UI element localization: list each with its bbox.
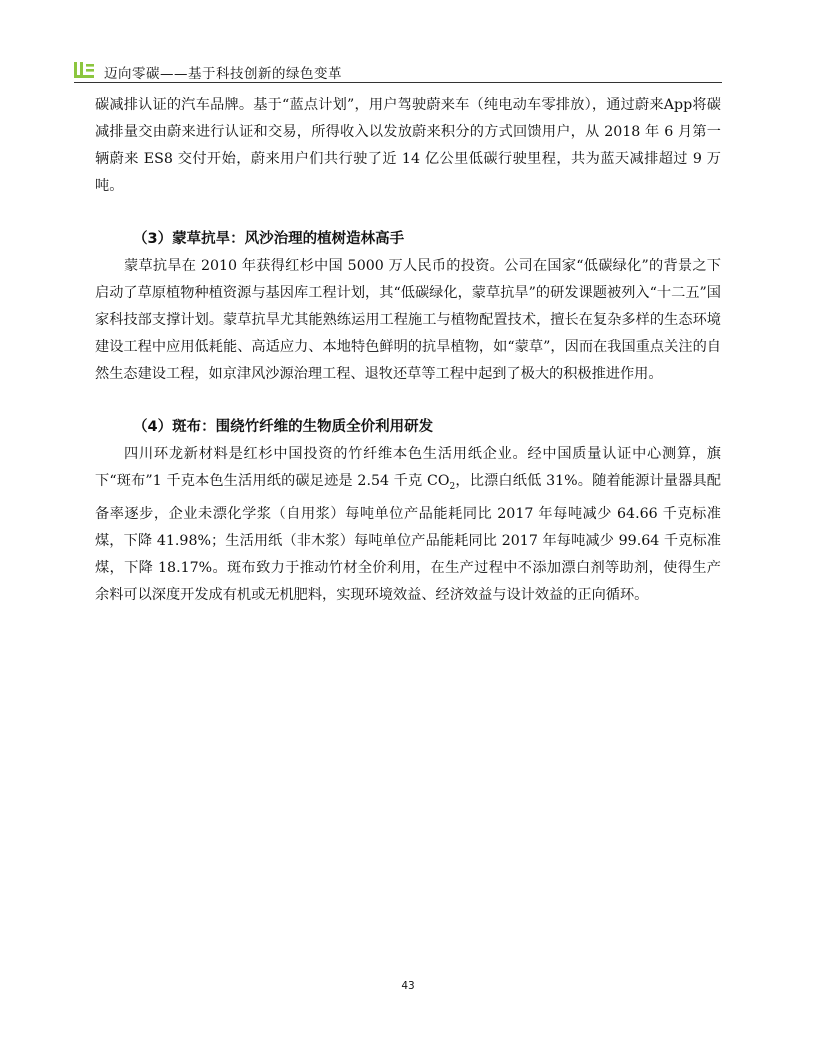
paragraph-banbu xyxy=(95,441,721,609)
section-spacer xyxy=(95,200,721,226)
header-title: 迈向零碳——基于科技创新的绿色变革 xyxy=(104,66,342,82)
leaf-logo-icon xyxy=(74,60,94,80)
paragraph-banbu-part2: ，比漂白纸低 31%。随着能源计量器具配备率逐步，企业未漂化学浆（自用浆）每吨单位产品能耗同比 2017 年每吨减少 64.66 千克标准煤，下降 41.98%；生活用纸（非木浆）每吨单位产品能耗同比 2017 年每吨减少 99.64 千克标准煤，下降 18.17%。斑布致力于推动竹材全价利用，在生产过程中不添加漂白剂等助剂，使得生产余料可以深度开发成有机或无机肥料，实现环境效益、经济效益与设计效益的正向循环。 xyxy=(95,473,721,603)
page-number: 43 xyxy=(401,980,415,992)
paragraph-banbu-part1: 四川环龙新材料是红杉中国投资的竹纤维本色生活用纸企业。经中国质量认证中心测算，旗下“斑布”1 千克本色生活用纸的碳足迹是 2.54 千克 CO xyxy=(95,446,721,489)
section-heading-banbu: （4）斑布：围绕竹纤维的生物质全价利用研发 xyxy=(133,419,434,435)
paragraph-nio-continued: 碳减排认证的汽车品牌。基于“蓝点计划”，用户驾驶蔚来车（纯电动车零排放），通过蔚来App将碳减排量交由蔚来进行认证和交易，所得收入以发放蔚来积分的方式回馈用户，从 2018 年 6 月第一辆蔚来 ES8 交付开始，蔚来用户们共行驶了近 14 亿公里低碳行驶里程，共为蓝天减排超过 9 万吨。 xyxy=(95,97,721,194)
section-heading-mengcao: （3）蒙草抗旱：风沙治理的植树造林高手 xyxy=(133,231,405,247)
page-header xyxy=(74,58,722,82)
header-divider xyxy=(74,82,722,83)
co2-subscript: 2 xyxy=(449,481,456,492)
paragraph-mengcao: 蒙草抗旱在 2010 年获得红杉中国 5000 万人民币的投资。公司在国家“低碳绿化”的背景之下启动了草原植物种植资源与基因库工程计划，其“低碳绿化，蒙草抗旱”的研发课题被列入“十二五”国家科技部支撑计划。蒙草抗旱尤其能熟练运用工程施工与植物配置技术，擅长在复杂多样的生态环境建设工程中应用低耗能、高适应力、本地特色鲜明的抗旱植物，如“蒙草”，因而在我国重点关注的自然生态建设工程，如京津风沙源治理工程、退牧还草等工程中起到了极大的积极推进作用。 xyxy=(95,258,721,382)
section-spacer xyxy=(95,388,721,414)
article-body xyxy=(95,92,721,609)
